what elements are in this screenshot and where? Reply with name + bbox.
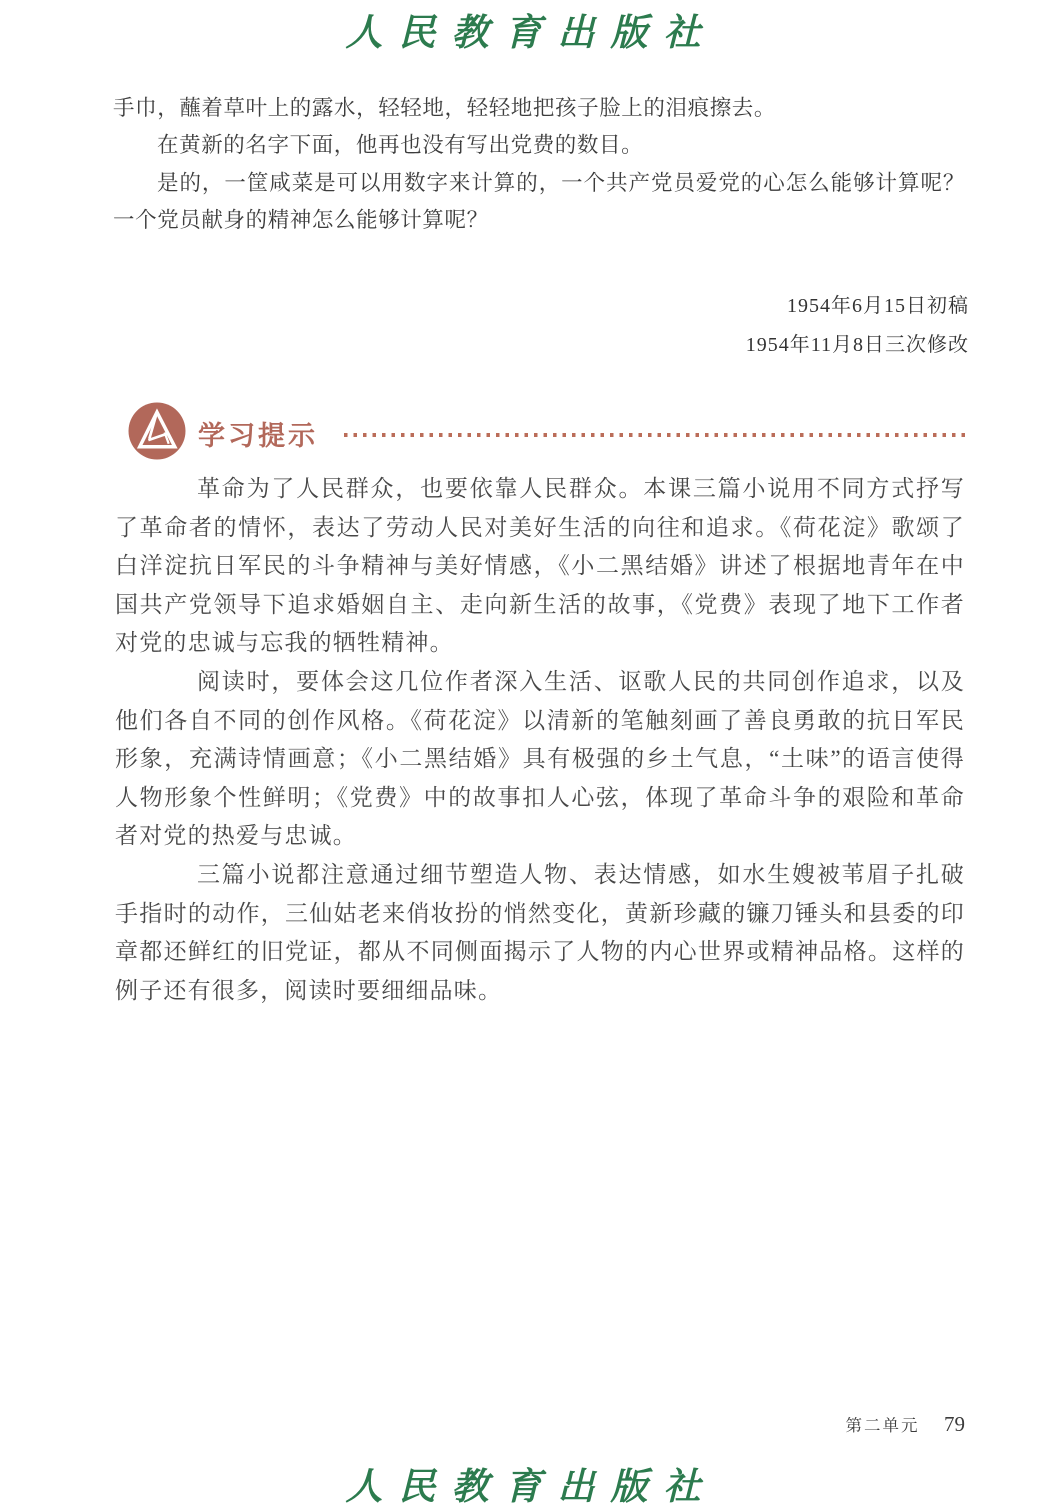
tips-paragraph: 三篇小说都注意通过细节塑造人物、表达情感，如水生嫂被苇眉子扎破手指时的动作，三仙姑老来俏妆扮的悄然变化，黄新珍藏的镰刀锤头和县委的印章都还鲜红的旧党证，都从不同侧面揭示了人物的内心世界或精神品格。这样的例子还有很多，阅读时要细细品味。 [115, 861, 965, 1003]
body-paragraph: 是的，一筐咸菜是可以用数字来计算的，一个共产党员爱党的心怎么能够计算呢？一个党员献身的精神怎么能够计算呢？ [113, 170, 965, 232]
study-tips-body [115, 470, 965, 1010]
pep-triangle-badge-icon [128, 402, 186, 465]
page-footer [113, 1412, 965, 1437]
publisher-logo-bottom: 人民教育出版社 [345, 1467, 717, 1504]
draft-dates-block [113, 287, 969, 364]
body-paragraph: 在黄新的名字下面，他再也没有写出党费的数目。 [157, 133, 644, 158]
tips-paragraph: 革命为了人民群众，也要依靠人民群众。本课三篇小说用不同方式抒写了革命者的情怀，表达了劳动人民对美好生活的向往和追求。《荷花淀》歌颂了白洋淀抗日军民的斗争精神与美好情感，《小二黑结婚》讲述了根据地青年在中国共产党领导下追求婚姻自主、走向新生活的故事，《党费》表现了地下工作者对党的忠诚与忘我的牺牲精神。 [115, 476, 965, 656]
draft-date-line: 1954年11月8日三次修改 [745, 333, 969, 356]
page-number: 79 [944, 1412, 965, 1436]
publisher-logo-top: 人民教育出版社 [345, 13, 717, 54]
tips-paragraph: 阅读时，要体会这几位作者深入生活、讴歌人民的共同创作追求，以及他们各自不同的创作风格。《荷花淀》以清新的笔触刻画了善良勇敢的抗日军民形象，充满诗情画意；《小二黑结婚》具有极强的乡土气息，“土味”的语言使得人物形象个性鲜明；《党费》中的故事扣人心弦，体现了革命斗争的艰险和革命者对党的热爱与忠诚。 [115, 668, 965, 849]
study-tips-header [128, 402, 968, 464]
main-text-block [113, 90, 965, 239]
unit-label: 第二单元 [845, 1417, 920, 1435]
study-tips-title: 学习提示 [198, 420, 318, 451]
body-paragraph: 手巾，蘸着草叶上的露水，轻轻地，轻轻地把孩子脸上的泪痕擦去。 [113, 96, 777, 120]
draft-date-line: 1954年6月15日初稿 [787, 295, 969, 317]
dotted-rule [344, 433, 968, 437]
